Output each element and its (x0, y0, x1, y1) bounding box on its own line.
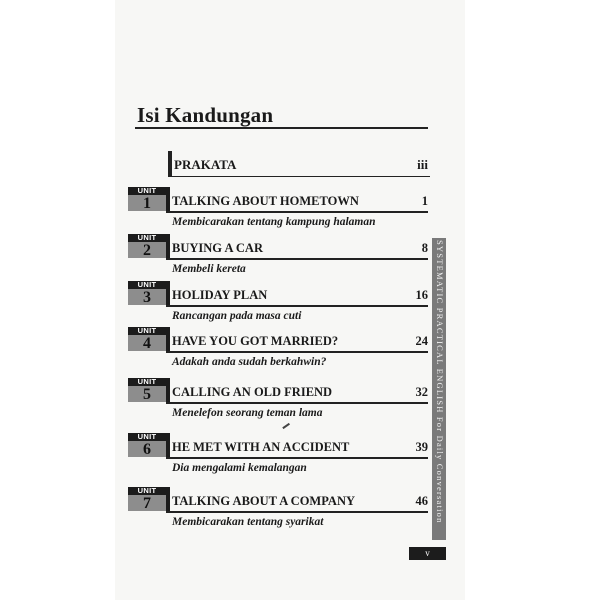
unit-title: BUYING A CAR (172, 241, 263, 255)
unit-page: 39 (415, 440, 428, 454)
unit-title: HAVE YOU GOT MARRIED? (172, 334, 339, 348)
unit-rule (166, 258, 428, 260)
unit-tag: UNIT (128, 234, 166, 242)
unit-page: 24 (415, 334, 428, 348)
preface-bar (168, 151, 172, 177)
unit-number: 3 (128, 289, 166, 305)
series-title: SYSTEMATIC PRACTICAL ENGLISH For Daily Conversation (435, 240, 445, 524)
unit-bar (166, 327, 170, 351)
unit-tag: UNIT (128, 487, 166, 495)
unit-number: 5 (128, 386, 166, 402)
unit-entry-2 (128, 234, 428, 280)
unit-rule (166, 511, 428, 513)
unit-number: 1 (128, 195, 166, 211)
unit-subtitle: Dia mengalami kemalangan (172, 462, 307, 474)
unit-number: 7 (128, 495, 166, 511)
page-number: v (409, 547, 446, 560)
unit-tag: UNIT (128, 327, 166, 335)
page-title: Isi Kandungan (137, 103, 274, 127)
unit-subtitle: Membicarakan tentang syarikat (172, 516, 324, 528)
unit-title: TALKING ABOUT A COMPANY (172, 494, 356, 508)
unit-rule (166, 351, 428, 353)
unit-entry-6 (128, 433, 428, 479)
unit-bar (166, 234, 170, 258)
unit-title: HE MET WITH AN ACCIDENT (172, 440, 350, 454)
unit-bar (166, 433, 170, 457)
unit-bar (166, 378, 170, 402)
unit-rule (166, 305, 428, 307)
unit-bar (166, 187, 170, 211)
preface-entry (168, 151, 430, 177)
unit-subtitle: Membicarakan tentang kampung halaman (172, 216, 376, 228)
unit-rule (166, 211, 428, 213)
unit-number: 4 (128, 335, 166, 351)
unit-title: CALLING AN OLD FRIEND (172, 385, 333, 399)
unit-entry-5 (128, 378, 428, 424)
title-rule (135, 127, 428, 129)
unit-page: 16 (415, 288, 428, 302)
unit-page: 1 (421, 194, 428, 208)
preface-label: PRAKATA (174, 157, 237, 172)
unit-page: 46 (415, 494, 428, 508)
unit-rule (166, 457, 428, 459)
unit-page: 32 (415, 385, 428, 399)
unit-subtitle: Menelefon seorang teman lama (172, 407, 323, 419)
preface-page: iii (417, 157, 428, 172)
unit-tag: UNIT (128, 378, 166, 386)
unit-tag: UNIT (128, 187, 166, 195)
unit-number: 6 (128, 441, 166, 457)
unit-number: 2 (128, 242, 166, 258)
unit-bar (166, 487, 170, 511)
unit-tag: UNIT (128, 281, 166, 289)
unit-title: TALKING ABOUT HOMETOWN (172, 194, 359, 208)
unit-entry-1 (128, 187, 428, 233)
unit-entry-7 (128, 487, 428, 533)
unit-subtitle: Adakah anda sudah berkahwin? (172, 356, 327, 368)
unit-page: 8 (421, 241, 428, 255)
unit-entry-3 (128, 281, 428, 327)
unit-rule (166, 402, 428, 404)
preface-rule (168, 176, 430, 178)
unit-bar (166, 281, 170, 305)
unit-title: HOLIDAY PLAN (172, 288, 268, 302)
unit-tag: UNIT (128, 433, 166, 441)
unit-entry-4 (128, 327, 428, 373)
unit-subtitle: Rancangan pada masa cuti (172, 310, 302, 322)
unit-subtitle: Membeli kereta (172, 263, 246, 275)
